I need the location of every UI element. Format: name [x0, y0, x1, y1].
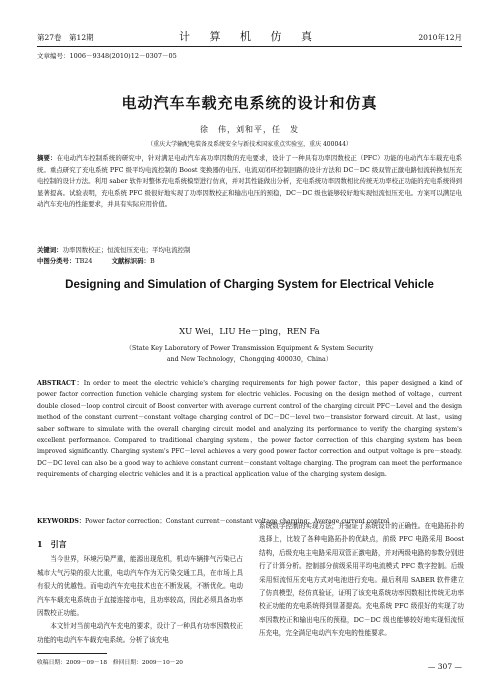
section-heading-intro: 1 引言 [37, 539, 67, 549]
title-english: Designing and Simulation of Charging System for Electrical Vehicle [65, 279, 434, 291]
affiliation-en-line-1: （State Key Laboratory of Power Transmission Equipment & System Security [125, 345, 374, 352]
keywords-en-text: Power factor correction；Constant current－constant voltage charging；Average current control [85, 518, 390, 525]
issue-date: 2010年12月 [418, 33, 462, 42]
authors-chinese: 徐 伟，刘和平，任 发 [200, 125, 299, 134]
keywords-chinese [37, 245, 462, 267]
abstract-chinese [37, 153, 462, 211]
volume-issue: 第27卷 第12期 [37, 33, 94, 42]
affiliation-english [0, 343, 499, 365]
body-column-right [259, 520, 464, 641]
footnote-rule [37, 653, 107, 654]
header-rule [37, 46, 462, 47]
doc-code-label: 文献标识码： [111, 257, 150, 265]
abstract-cn-label: 摘要： [37, 154, 57, 162]
abstract-english [37, 378, 462, 481]
keywords-cn-label: 关键词： [37, 246, 63, 254]
page-number: — 307 — [427, 662, 462, 671]
abstract-en-label: ABSTRACT： [37, 380, 84, 387]
intro-paragraph-continued: 系统数字控制的实现方法，并验证了系统设计的正确性。在电路拓扑的选择上，比较了各种电路拓扑的优缺点，前级 PFC 电路采用 Boost 结构，后级充电主电路采用双管正激电路，并对两级电路的参数分别进行了计算分析。控制部分前级采用平均电流模式 PFC 数字控制。后级采用恒流恒压充电方式对电池进行充电。最后利用 SABER 软件建立了仿真模型，经仿真验证，证明了该充电系统功率因数相比传统无功率校正功能的充电系统得到显著提高。充电系统 PFC 级很好的实现了功率因数校正和输出电压的预稳，DC－DC 级也能够较好地实现恒流恒压充电，完全满足电动汽车充电的性能要求。 [259, 522, 464, 638]
authors-english: XU Wei，LIU He－ping，REN Fa [179, 327, 320, 337]
article-number: 文章编号：1006－9348(2010)12－0307－05 [37, 52, 177, 60]
affiliation-chinese: （重庆大学输配电装备及系统安全与新技术国家重点实验室，重庆 400044） [147, 141, 352, 148]
clc-label: 中图分类号： [37, 257, 76, 265]
received-date-footnote: 收稿日期：2009－09－18 修回日期：2009－10－20 [37, 660, 183, 666]
intro-paragraph-1: 当今世界，环境污染严重，能源出现危机，机动车辆排气污染已占城市大气污染的很大比重，电动汽车作为无污染交通工具，在市场上具有很大的优越性。而电动汽车充电技术也在不断发展，不断优化。电动汽车车载充电系统由于直接连接市电，且功率较高，因此必须具备功率因数校正功能。 [37, 555, 243, 618]
journal-name: 计 算 机 仿 真 [179, 30, 320, 43]
doc-code-value: B [149, 257, 155, 265]
keywords-en-label: KEYWORDS： [37, 518, 86, 525]
body-column-left [37, 538, 243, 647]
running-header [37, 30, 462, 44]
clc-value: TB24 [75, 257, 93, 265]
abstract-cn-text: 在电动汽车控制系统的研究中，针对满足电动汽车高功率因数的充电要求，设计了一种具有功率因数校正（PFC）功能的电动汽车车载充电系统。重点研究了充电系统 PFC 级平均电流控制的 Boost 变换器的电压、电流双闭环控制回路的设计方法和 DC－DC 级双管正激电路恒流转换恒压充电控制的设计方法。利用 saber 软件对整体充电系统模型进行仿真，并对其性能做出分析，充电系统功率因数相比传统无功率校正功能的充电系统得到显著提高。试验表明，充电系统 PFC 级很好地实现了功率因数校正和输出电压的预稳，DC－DC 级也能够较好地实现恒流恒压充电。方案可以满足电动汽车充电的性能要求，并具有实际应用价值。 [37, 154, 463, 208]
intro-paragraph-2: 本文针对当前电动汽车充电的要求，设计了一种具有功率因数校正功能的电动汽车车载充电系统。分析了该充电 [37, 622, 243, 644]
affiliation-en-line-2: and New Technology，Chongqing 400030，China） [166, 356, 333, 363]
abstract-en-text: In order to meet the electric vehicle's charging requirements for high power factor，this paper designed a kind of power factor correction function vehicle charging system for electric vehicles. Focusing on the design method of voltage，current double closed－loop control circuit of Boost converter with average current control of the charging circuit PFC－Level and the design method of the constant current－constant voltage charging control of DC－DC－level two－transistor forward circuit. At last，using saber software to simulate with the overall charging circuit model and analyzing its performance to verify the charging system's excellent performance. Compared to traditional charging system，the power factor correction of this charging system has been improved significantly. Charging system's PFC－level achieves a very good power factor correction and output voltage is pre－steady. DC－DC level can also be a good way to achieve constant current－constant voltage charging. The program can meet the performance requirements of charging electric vehicles and it is a practical application value of the charging system design. [37, 380, 462, 479]
title-chinese: 电动汽车车载充电系统的设计和仿真 [121, 94, 378, 112]
keywords-cn-text: 功率因数校正；恒流恒压充电；平均电流控制 [62, 246, 191, 254]
